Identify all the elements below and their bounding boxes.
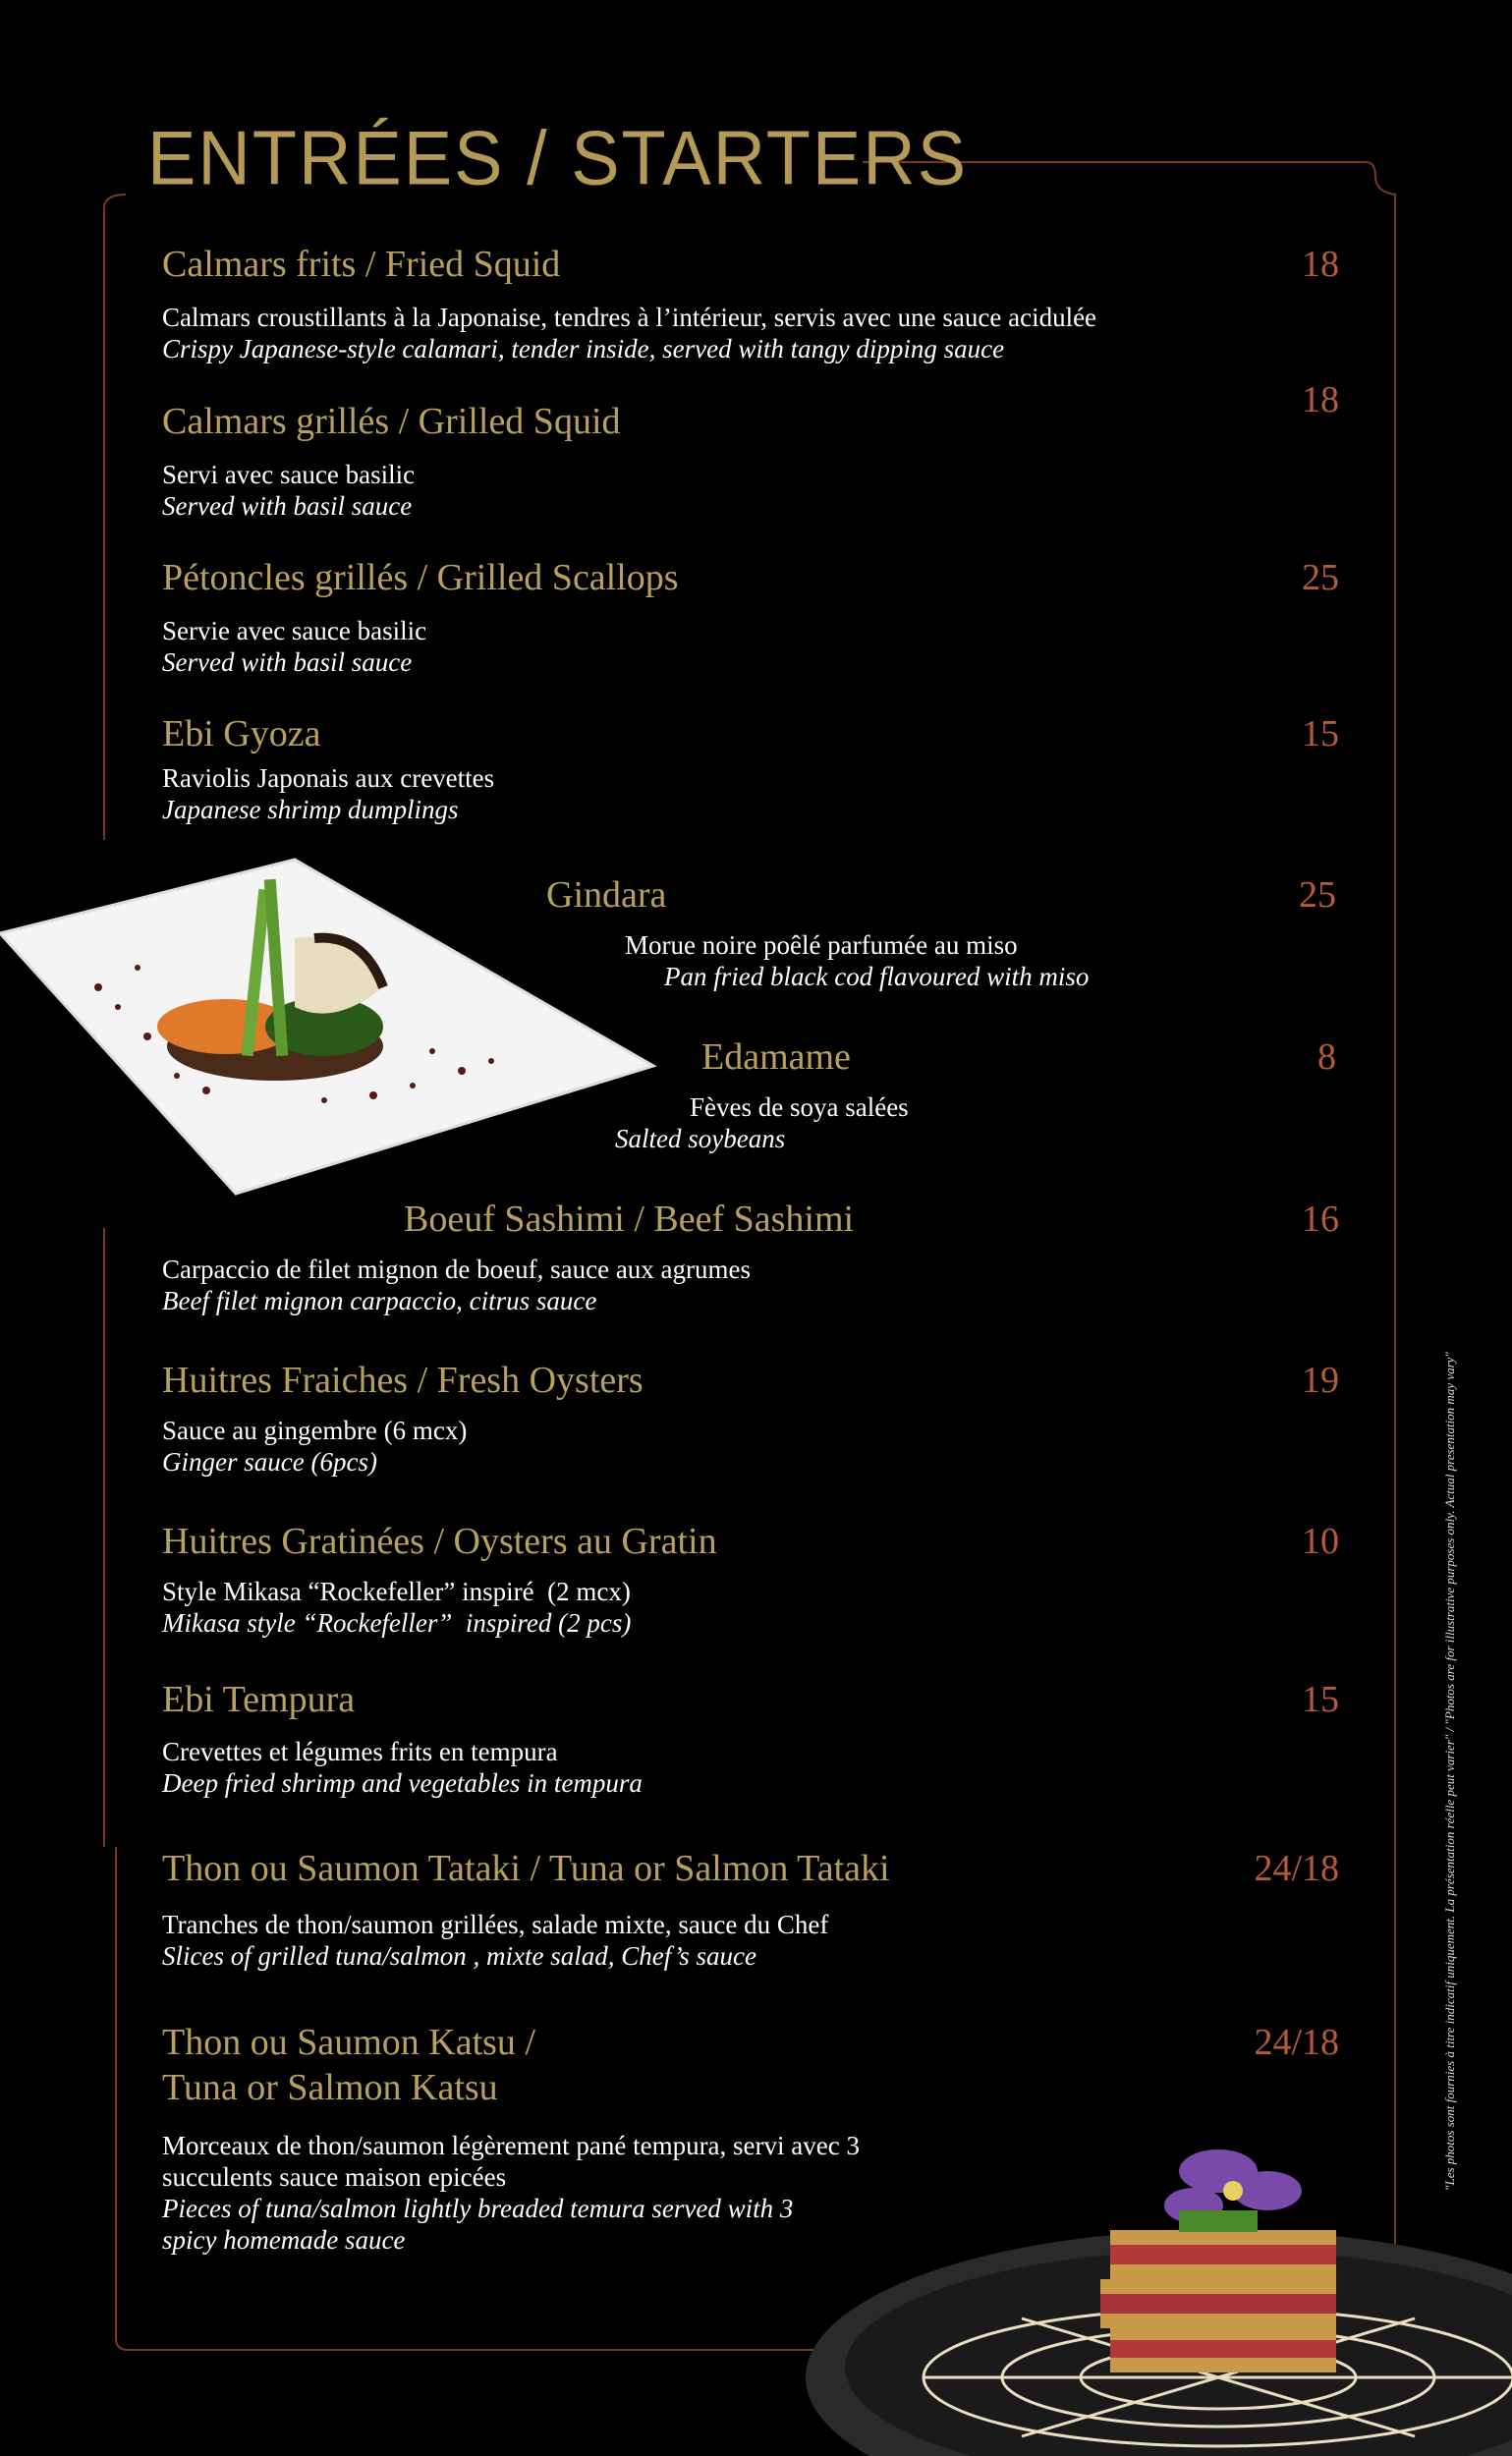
item-description-fr: Sauce au gingembre (6 mcx): [162, 1416, 468, 1445]
item-price: 18: [1302, 379, 1339, 420]
menu-item-fried-squid: [162, 242, 1341, 364]
item-name: Ebi Tempura: [162, 1679, 356, 1720]
item-description-en: Ginger sauce (6pcs): [162, 1447, 377, 1477]
item-price: 10: [1302, 1521, 1339, 1562]
item-price: 25: [1299, 874, 1336, 916]
menu-item-ebi-tempura: [162, 1677, 1341, 1799]
item-name: Thon ou Saumon Tataki / Tuna or Salmon Tataki: [162, 1848, 890, 1889]
item-description-en: Mikasa style “Rockefeller” inspired (2 pcs): [162, 1608, 632, 1638]
menu-item-katsu: [162, 2020, 1341, 2256]
item-price: 24/18: [1254, 1848, 1339, 1889]
page-title: ENTRÉES / STARTERS: [147, 114, 969, 201]
item-price: 25: [1302, 557, 1339, 598]
item-name: Boeuf Sashimi / Beef Sashimi: [404, 1199, 855, 1240]
item-name: Calmars frits / Fried Squid: [162, 244, 561, 285]
item-description-en: Deep fried shrimp and vegetables in tempura: [162, 1768, 643, 1798]
item-description-en: Crispy Japanese-style calamari, tender inside, served with tangy dipping sauce: [162, 334, 1005, 363]
item-description-en: Slices of grilled tuna/salmon , mixte salad, Chef’s sauce: [162, 1941, 756, 1971]
menu-item-grilled-squid: [162, 379, 1341, 522]
item-name: Thon ou Saumon Katsu / Tuna or Salmon Katsu: [162, 2022, 535, 2108]
item-name: Edamame: [701, 1036, 851, 1078]
item-name: Huitres Gratinées / Oysters au Gratin: [162, 1521, 717, 1562]
item-price: 18: [1302, 244, 1339, 285]
item-name: Ebi Gyoza: [162, 713, 321, 754]
item-description-fr: Crevettes et légumes frits en tempura: [162, 1737, 558, 1766]
menu-item-oysters-au-gratin: [162, 1519, 1341, 1639]
item-description-en: Pan fried black cod flavoured with miso: [664, 962, 1090, 991]
menu-item-ebi-gyoza: [162, 711, 1341, 825]
menu-item-tataki: [162, 1846, 1341, 1972]
item-description-fr: Raviolis Japonais aux crevettes: [162, 763, 495, 793]
item-description-fr: Carpaccio de filet mignon de boeuf, sauce aux agrumes: [162, 1255, 752, 1284]
item-description-en: Japanese shrimp dumplings: [162, 795, 459, 824]
item-description-fr: Fèves de soya salées: [690, 1092, 909, 1122]
item-description-fr: Morceaux de thon/saumon légèrement pané tempura, servi avec 3 succulents sauce maison epicées: [162, 2131, 860, 2192]
item-price: 24/18: [1254, 2022, 1339, 2063]
item-price: 15: [1302, 713, 1339, 754]
item-description-fr: Tranches de thon/saumon grillées, salade mixte, sauce du Chef: [162, 1910, 829, 1939]
item-description-en: Beef filet mignon carpaccio, citrus sauce: [162, 1286, 597, 1315]
item-description-fr: Calmars croustillants à la Japonaise, tendres à l’intérieur, servis avec une sauce acidulée: [162, 303, 1097, 332]
menu-item-fresh-oysters: [162, 1358, 1341, 1478]
item-price: 16: [1302, 1199, 1339, 1240]
photo-disclaimer: "Les photos sont fournies à titre indicatif uniquement. La présentation réelle peut varier" / "Photos are for illustrative purposes only. Actual presentation may vary": [1442, 1352, 1457, 2191]
item-description-en: Salted soybeans: [615, 1124, 786, 1153]
item-name: Pétoncles grillés / Grilled Scallops: [162, 557, 679, 598]
menu-item-beef-sashimi: [162, 1197, 1341, 1316]
item-price: 8: [1317, 1036, 1336, 1078]
item-name: Huitres Fraiches / Fresh Oysters: [162, 1360, 644, 1401]
item-description-fr: Servie avec sauce basilic: [162, 616, 427, 645]
item-name: Calmars grillés / Grilled Squid: [162, 401, 621, 442]
menu-item-gindara: [546, 872, 1342, 992]
item-description-fr: Morue noire poêlé parfumée au miso: [625, 930, 1018, 960]
menu-item-grilled-scallops: [162, 555, 1341, 678]
item-name: Gindara: [546, 874, 667, 916]
item-description-en: Served with basil sauce: [162, 647, 413, 677]
item-price: 15: [1302, 1679, 1339, 1720]
item-price: 19: [1302, 1360, 1339, 1401]
menu-item-edamame: [615, 1034, 1342, 1154]
item-description-en: Served with basil sauce: [162, 491, 413, 521]
item-description-fr: Style Mikasa “Rockefeller” inspiré (2 mcx): [162, 1577, 631, 1606]
item-description-en: Pieces of tuna/salmon lightly breaded temura served with 3 spicy homemade sauce: [162, 2194, 794, 2255]
item-description-fr: Servi avec sauce basilic: [162, 460, 416, 489]
